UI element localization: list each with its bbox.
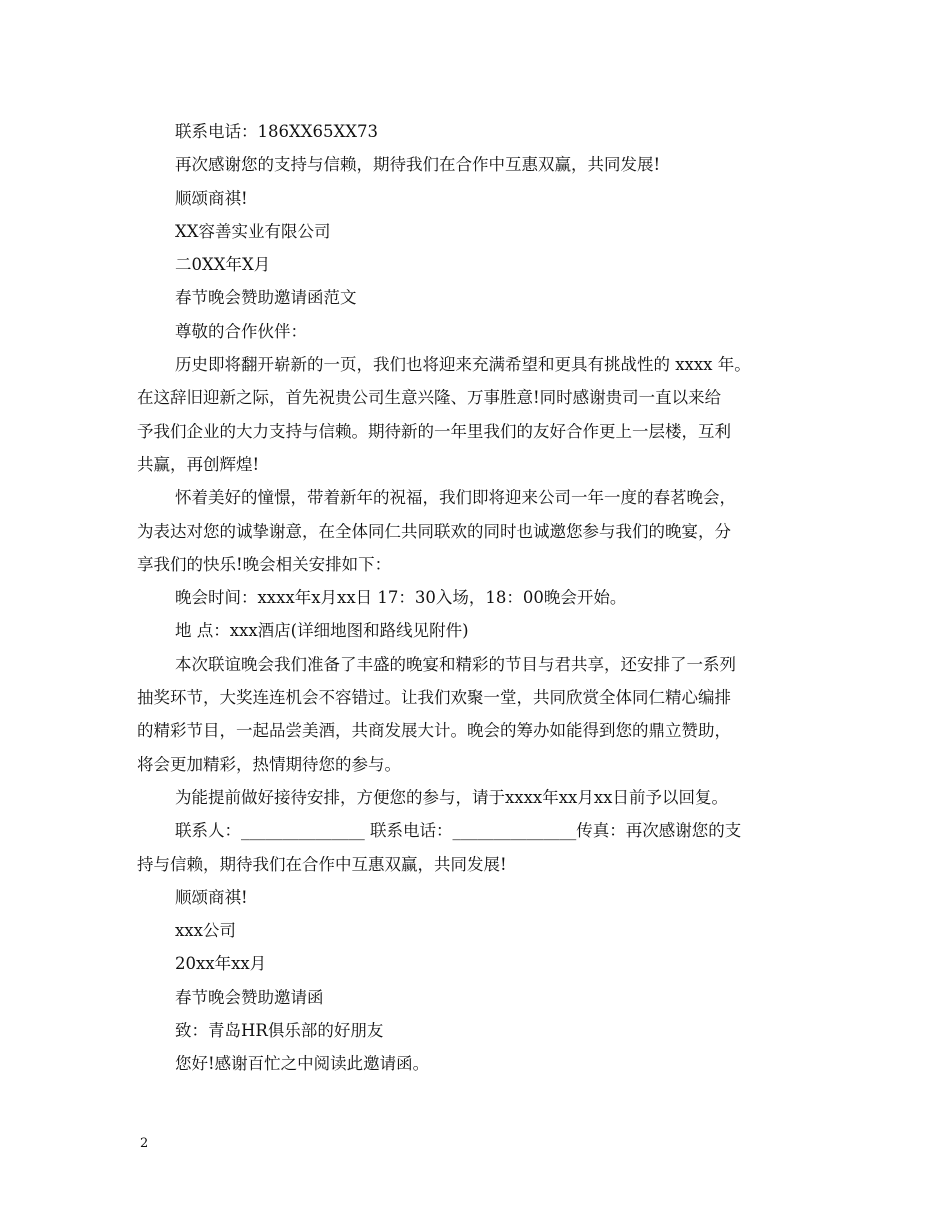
text-line: xxx公司 [175, 921, 236, 941]
text-line: 将会更加精彩，热情期待您的参与。 [137, 754, 401, 774]
text-line: 的精彩节目，一起品尝美酒，共商发展大计。晚会的筹办如能得到您的鼎立赞助， [137, 721, 731, 741]
text-line: 春节晚会赞助邀请函 [175, 987, 324, 1007]
text-line: 尊敬的合作伙伴： [175, 321, 307, 341]
text-line: 享我们的快乐!晚会相关安排如下： [137, 554, 392, 574]
text-line: 予我们企业的大力支持与信赖。期待新的一年里我们的友好合作更上一层楼，互利 [137, 421, 731, 441]
text-line: 共赢，再创辉煌! [137, 454, 260, 474]
text-line: 历史即将翻开崭新的一页，我们也将迎来充满希望和更具有挑战性的 xxxx 年。 [175, 355, 751, 375]
text-line: 地 点：xxx酒店(详细地图和路线见附件) [175, 621, 469, 641]
text-line: 为表达对您的诚挚谢意，在全体同仁共同联欢的同时也诚邀您参与我们的晚宴，分 [137, 521, 731, 541]
text-line: 晚会时间：xxxx年x月xx日 17：30入场，18：00晚会开始。 [175, 588, 627, 608]
text-line: 联系电话：186XX65XX73 [175, 122, 378, 141]
text-line: 联系人：_______________ 联系电话：_______________传真：再次感谢您的支 [175, 821, 742, 841]
text-line: 20xx年xx月 [175, 954, 267, 974]
text-line: 本次联谊晚会我们准备了丰盛的晚宴和精彩的节目与君共享，还安排了一系列 [175, 654, 736, 674]
text-line: 顺颂商祺! [175, 188, 248, 208]
text-line: 在这辞旧迎新之际，首先祝贵公司生意兴隆、万事胜意!同时感谢贵司一直以来给 [137, 388, 722, 408]
text-line: 顺颂商祺! [175, 887, 248, 907]
page-number: 2 [140, 1136, 149, 1151]
document-body [137, 115, 817, 1081]
text-line: 抽奖环节，大奖连连机会不容错过。让我们欢聚一堂，共同欣赏全体同仁精心编排 [137, 688, 731, 708]
text-line: 二0XX年X月 [175, 255, 271, 275]
text-line: 怀着美好的憧憬，带着新年的祝福，我们即将迎来公司一年一度的春茗晚会， [175, 488, 736, 508]
text-line: 持与信赖，期待我们在合作中互惠双赢，共同发展! [137, 854, 507, 874]
text-line: 为能提前做好接待安排，方便您的参与，请于xxxx年xx月xx日前予以回复。 [175, 787, 728, 807]
text-line: 您好!感谢百忙之中阅读此邀请函。 [175, 1054, 430, 1074]
text-line: 致：青岛HR俱乐部的好朋友 [175, 1021, 384, 1041]
text-line: 春节晚会赞助邀请函范文 [175, 288, 357, 308]
text-line: XX容善实业有限公司 [175, 221, 331, 241]
text-line: 再次感谢您的支持与信赖，期待我们在合作中互惠双赢，共同发展! [175, 155, 661, 175]
